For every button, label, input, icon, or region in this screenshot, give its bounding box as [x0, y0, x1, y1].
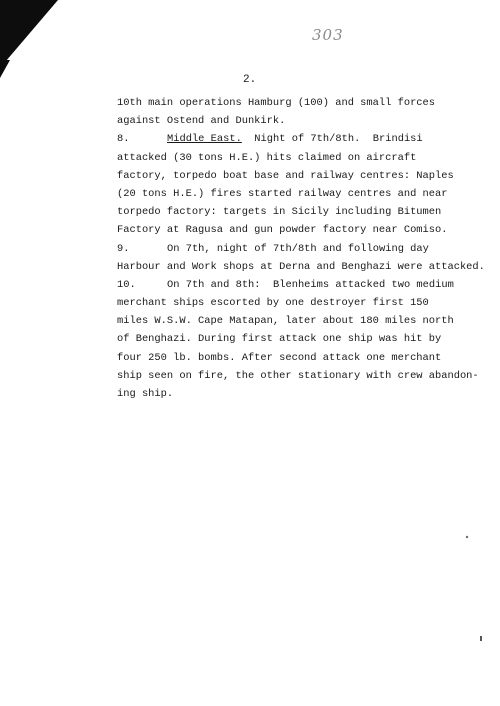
text-line: torpedo factory: targets in Sicily including Bitumen	[117, 206, 442, 219]
document-body	[117, 94, 487, 403]
text-line: miles W.S.W. Cape Matapan, later about 180 miles north	[117, 315, 454, 328]
paragraph-8-line	[117, 130, 487, 148]
text-fragment: On 7th and 8th: Blenheims attacked two medium	[167, 278, 454, 291]
text-line: Harbour and Work shops at Derna and Benghazi were attacked.	[117, 260, 485, 273]
text-line: of Benghazi. During first attack one ship was hit by	[117, 333, 442, 346]
handwritten-page-number: 303	[312, 26, 344, 44]
corner-scan-mark	[0, 0, 58, 68]
corner-scan-mark-tail	[0, 60, 10, 78]
text-line: ship seen on fire, the other stationary with crew abandon-	[117, 369, 479, 382]
text-line: (20 tons H.E.) fires started railway centres and near	[117, 187, 448, 200]
section-heading: Middle East.	[167, 133, 242, 146]
paragraph-number: 8.	[117, 133, 130, 146]
text-line: merchant ships escorted by one destroyer first 150	[117, 297, 429, 310]
text-line: factory, torpedo boat base and railway centres: Naples	[117, 169, 454, 182]
text-fragment: Night of 7th/8th. Brindisi	[241, 133, 423, 146]
paragraph-10-line	[117, 276, 487, 294]
page-number: 2.	[243, 74, 257, 86]
text-line: ing ship.	[117, 388, 174, 400]
text-fragment: On 7th, night of 7th/8th and following day	[167, 242, 429, 255]
text-line: against Ostend and Dunkirk.	[117, 115, 286, 128]
scan-speck	[466, 536, 469, 539]
paragraph-number: 10.	[117, 278, 136, 291]
text-line: four 250 lb. bombs. After second attack one merchant	[117, 351, 442, 364]
paragraph-number: 9.	[117, 242, 130, 255]
text-line: attacked (30 tons H.E.) hits claimed on aircraft	[117, 151, 417, 164]
scan-speck	[480, 636, 482, 641]
text-line: Factory at Ragusa and gun powder factory near Comiso.	[117, 224, 448, 237]
text-line: 10th main operations Hamburg (100) and small forces	[117, 97, 436, 109]
paragraph-9-line	[117, 240, 487, 258]
